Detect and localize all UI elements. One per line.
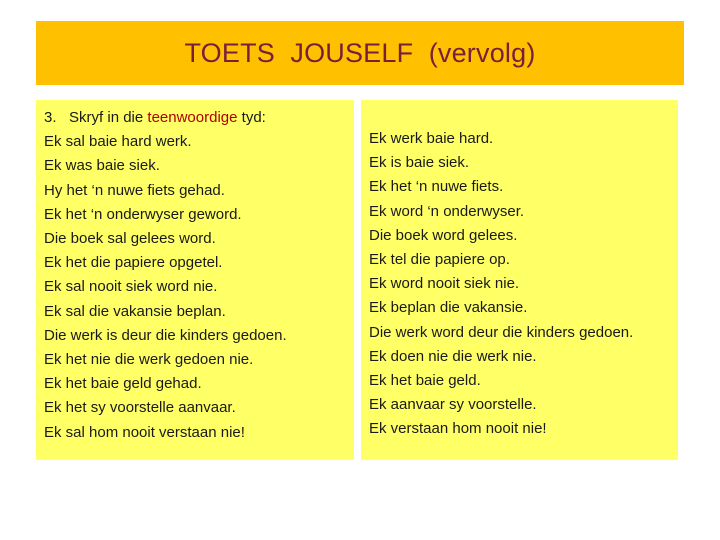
left-sentence: Ek was baie siek. [44, 157, 160, 175]
left-sentence: Die boek sal gelees word. [44, 230, 216, 248]
right-sentence: Ek is baie siek. [369, 154, 470, 172]
question-instruction [44, 106, 346, 130]
left-sentence: Ek sal baie hard werk. [44, 133, 192, 151]
left-sentence: Ek het sy voorstelle aanvaar. [44, 399, 236, 417]
right-sentence: Ek word nooit siek nie. [369, 275, 520, 293]
left-sentence: Ek het baie geld gehad. [44, 375, 202, 393]
right-sentence: Ek word ‘n onderwyser. [369, 202, 525, 220]
left-sentence: Ek het die papiere opgetel. [44, 254, 223, 272]
question-suffix: tyd: [237, 109, 266, 126]
title-bar [36, 21, 684, 85]
question-highlight: teenwoordige [147, 109, 238, 126]
left-sentence: Hy het ‘n nuwe fiets gehad. [44, 181, 225, 199]
right-sentence: Ek het baie geld. [369, 372, 481, 390]
left-sentence: Ek het nie die werk gedoen nie. [44, 351, 254, 369]
left-sentence: Die werk is deur die kinders gedoen. [44, 326, 287, 344]
right-sentence: Die werk word deur die kinders gedoen. [369, 323, 634, 341]
question-prefix: Skryf in die [69, 109, 148, 126]
question-number: 3. [44, 109, 57, 126]
right-sentence: Ek verstaan hom nooit nie! [369, 420, 547, 438]
answer-panel [361, 100, 678, 460]
left-sentence: Ek sal hom nooit verstaan nie! [44, 423, 245, 441]
left-sentence: Ek sal die vakansie beplan. [44, 302, 226, 320]
right-sentence: Ek beplan die vakansie. [369, 299, 528, 317]
left-sentence: Ek het ‘n onderwyser geword. [44, 205, 242, 223]
right-sentence: Die boek word gelees. [369, 226, 518, 244]
slide-title: TOETS JOUSELF (vervolg) [184, 37, 536, 68]
right-sentence: Ek doen nie die werk nie. [369, 347, 537, 365]
right-sentence: Ek aanvaar sy voorstelle. [369, 396, 537, 414]
right-sentence: Ek het ‘n nuwe fiets. [369, 178, 504, 196]
right-sentence: Ek tel die papiere op. [369, 251, 510, 269]
right-sentence: Ek werk baie hard. [369, 130, 494, 147]
question-panel [36, 100, 354, 460]
left-sentence: Ek sal nooit siek word nie. [44, 278, 218, 296]
